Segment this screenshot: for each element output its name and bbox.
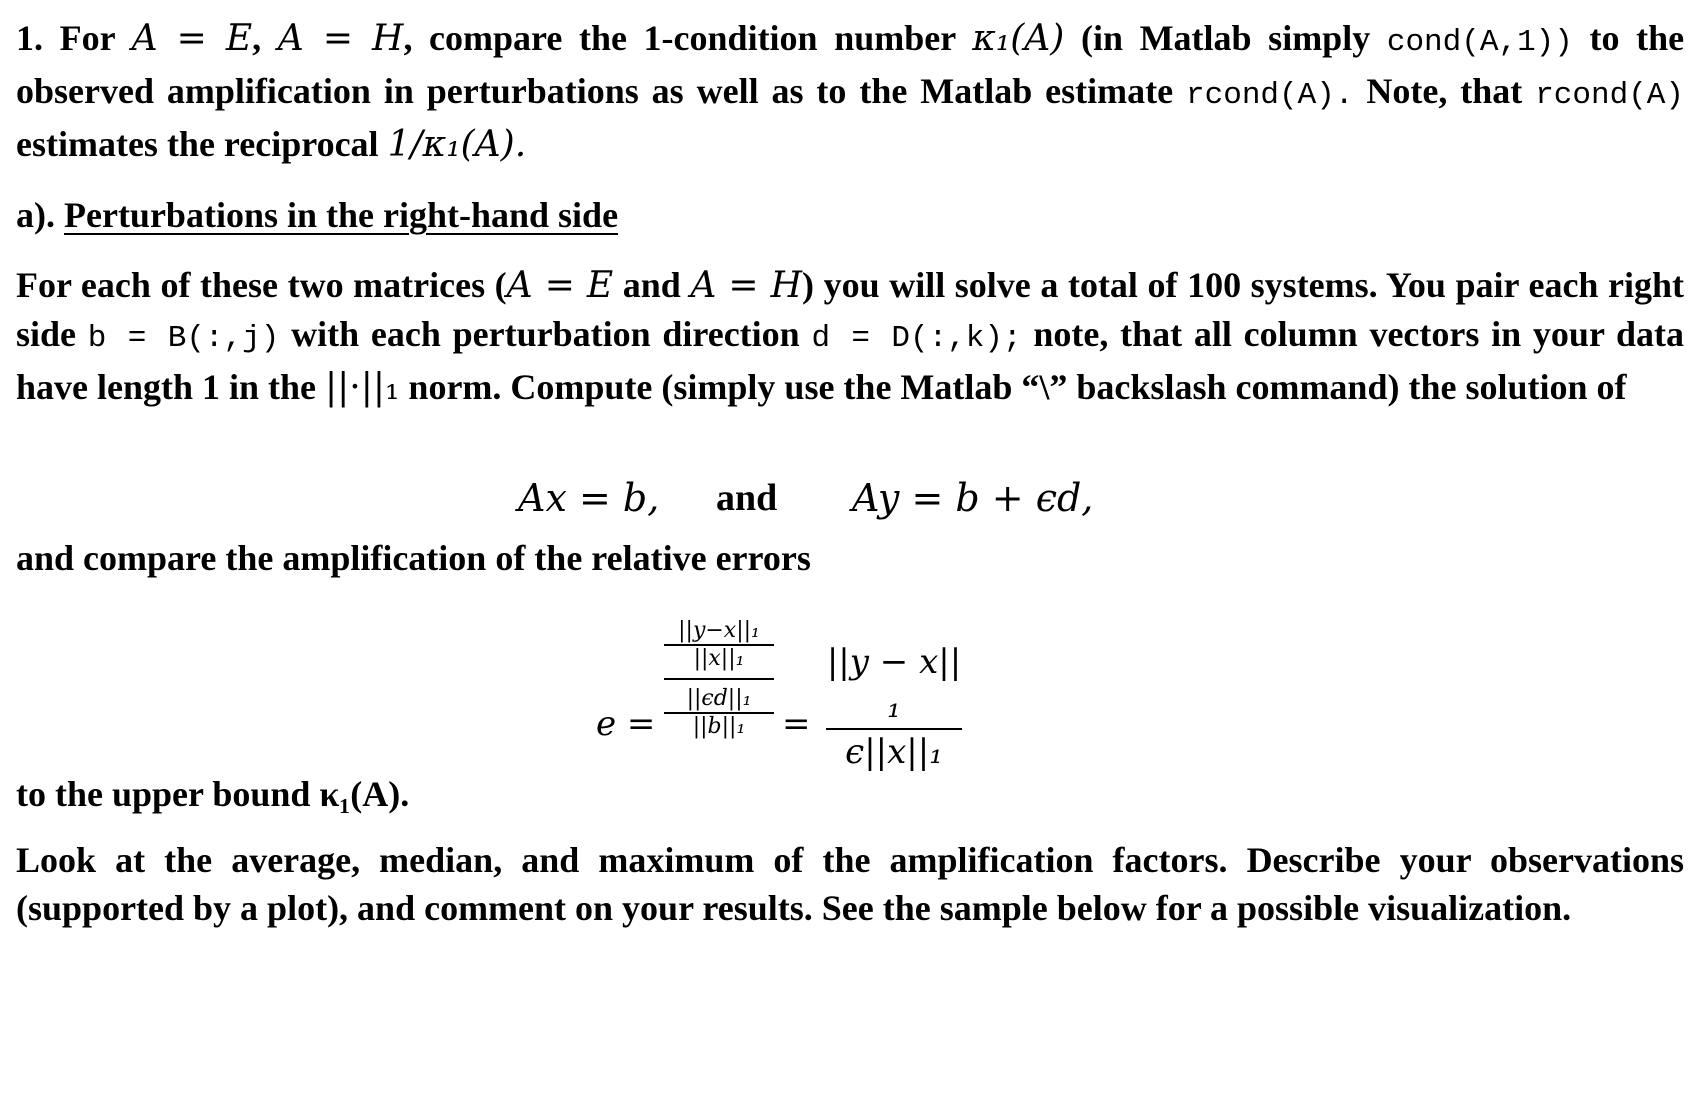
main-fraction-bar [664,678,774,680]
p1-text-backslash: “\” backslash command) the solution of [1021,367,1627,407]
math-a-equals-h: A = H [277,18,404,59]
math-reciprocal: 1/κ₁(A). [387,124,527,165]
intro-text-for: For [59,18,115,58]
code-rcond: rcond(A). [1186,78,1354,113]
intro-text-note: Note, that [1366,71,1523,111]
error-formula [596,618,1060,802]
inner-den-bot: ||b||₁ [664,712,774,740]
p1-math-a-h: A = H [690,265,803,306]
code-rcond-2: rcond(A) [1535,78,1685,113]
display-equation [0,476,1668,536]
intro-text-compare: , compare the 1-condition number [403,18,956,58]
p1-and: and [622,265,681,305]
equation-ay-b-ed: Ay = b + ϵd, [852,476,1094,520]
section-label: a). [16,195,55,235]
document-page [16,14,1684,412]
p1-text-note: note, that all [1033,314,1232,354]
section-heading [16,191,1684,239]
rhs-numerator: ||y − x||₁ [826,642,962,726]
formula-equals: = [782,704,811,744]
section-title: Perturbations in the right-hand side [64,195,619,235]
intro-text-line2: to the observed amplification in perturbations as well as to the Matlab estimate [16,18,1685,111]
inner-num-bot: ||x||₁ [664,644,774,672]
equation-ax-b: Ax = b, [518,476,660,520]
math-norm: ||·||₁ [325,367,400,408]
rhs-denominator: ϵ||x||₁ [826,728,962,774]
code-b: b = B(:,j) [87,321,280,356]
upper-bound-text: to the upper bound κ₁(A). [16,774,410,814]
closing-paragraph: Look at the average, median, and maximum of the amplification factors. Describe your observations (supported by a plot), and comment on your results. See the sample below for a possible visualization. [16,840,1684,928]
p1-text-column: column vectors in your data have length 1 in the [16,314,1685,407]
problem-number: 1. [16,18,43,58]
compound-fraction [664,618,774,740]
rhs-fraction [826,640,962,774]
paragraph-instructions [16,261,1684,412]
intro-text-matlab: (in Matlab simply [1080,18,1371,58]
code-d: d = D(:,k); [811,321,1022,356]
inner-num-top: ||y−x||₁ [678,618,760,643]
math-kappa: κ₁(A) [972,18,1065,59]
p1-math-a-e: A = E [506,265,614,306]
p1-text-with: with each perturbation direction [291,314,800,354]
problem-intro: 1. For A = E, A = H, compare the 1-condition number κ₁(A) (in Matlab simply cond(A,1)) to the observed amplification in perturbations as well as to the Matlab estimate rcond(A). Note, that rcond(A) estimates the reciprocal 1/κ₁(A). [16,18,1685,165]
compare-text: and compare the amplification of the relative errors [16,538,811,578]
intro-text-reciprocal: estimates the reciprocal [16,124,379,164]
p1-text-compute: norm. Compute (simply use the Matlab [408,367,1013,407]
p1-text-b: ) you will solve a total of 100 systems. You [802,265,1446,305]
math-a-equals-e: A = E [131,18,253,59]
p1-text-pair: pair each right side [16,265,1685,354]
inner-den-top: ||ϵd||₁ [686,686,752,711]
code-cond: cond(A,1)) [1386,25,1573,60]
p1-text-a: For each of these two matrices ( [16,265,507,305]
formula-lhs: e = [596,704,656,744]
equation-and: and [716,477,778,519]
